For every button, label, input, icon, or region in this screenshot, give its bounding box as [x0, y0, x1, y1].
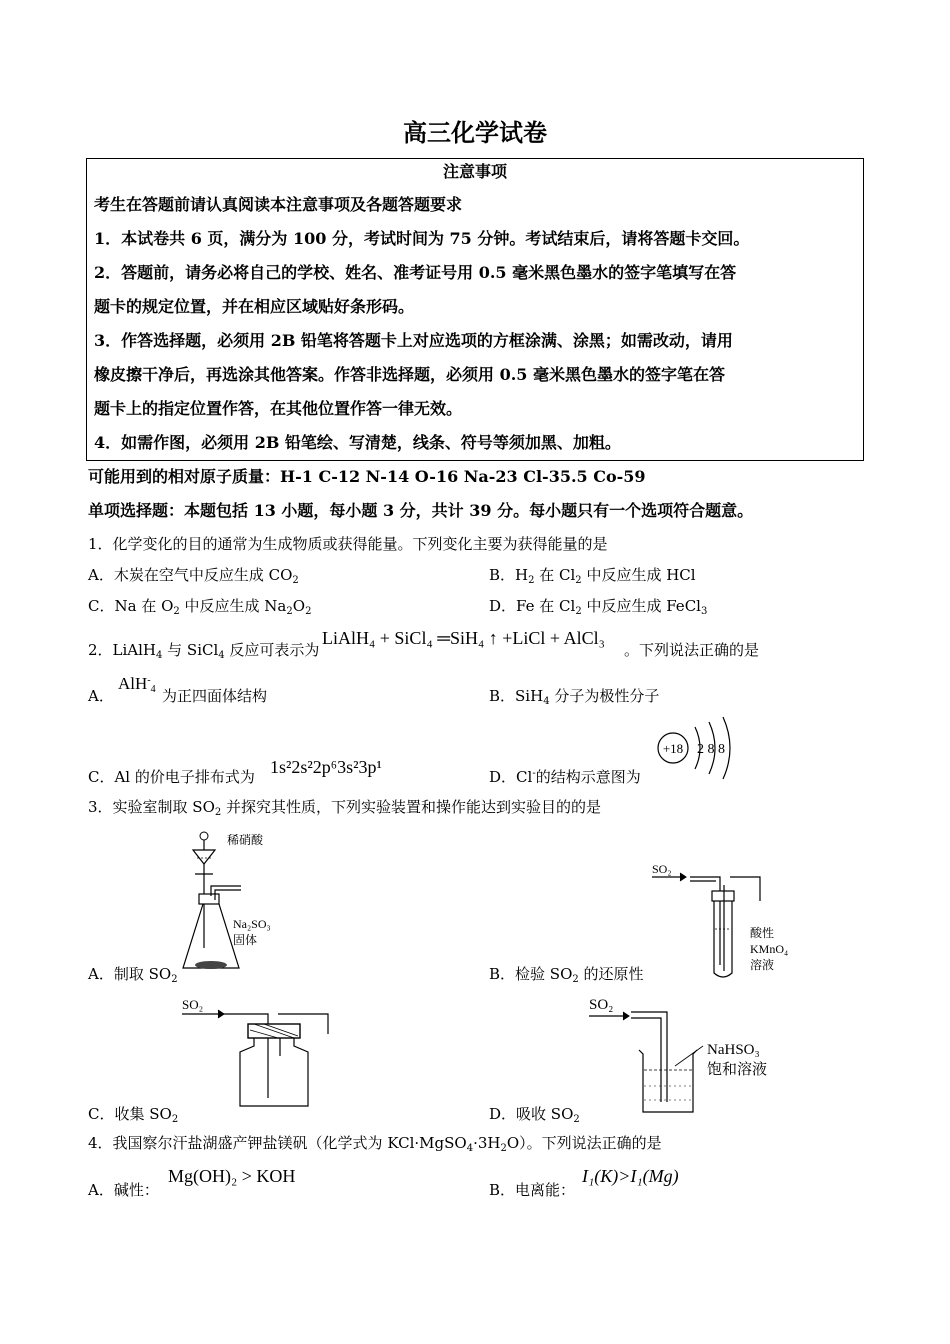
svg-text:KMnO₄: KMnO₄: [750, 942, 789, 956]
apparatus-a-flask: [175, 828, 295, 978]
notice-item-4: 4．如需作图，必须用 2B 铅笔绘、写清楚，线条、符号等须加黑、加粗。: [94, 433, 621, 452]
q3-option-b: B．检验 $SO_2$ 的还原性: [489, 965, 644, 985]
q1-stem: 1．化学变化的目的通常为生成物质或获得能量。下列变化主要为获得能量的是: [88, 535, 608, 553]
q2-option-a-formula: AlH-$_4$: [118, 674, 156, 695]
svg-text:酸性: 酸性: [750, 926, 775, 940]
notice-item-3-cont: 橡皮擦干净后，再选涂其他答案。作答非选择题，必须用 0.5 毫米黑色墨水的签字笔在答: [94, 365, 725, 384]
svg-text:稀硝酸: 稀硝酸: [227, 833, 264, 847]
q3-option-c: C．收集 $SO_2$: [88, 1105, 179, 1125]
q2-option-b: B．SiH$_4$ 分子为极性分子: [489, 687, 660, 707]
q2-option-c: C．Al 的价电子排布式为: [88, 768, 255, 786]
q2-stem-end: 。下列说法正确的是: [624, 641, 760, 659]
svg-text:+18: +18: [662, 741, 684, 756]
q1-option-b: B．$H_2$ 在 $Cl_2$ 中反应生成 HCl: [489, 566, 696, 586]
apparatus-d-beaker: [585, 994, 800, 1118]
apparatus-c-gas-bottle: [178, 994, 338, 1112]
notice-item-3-cont2: 题卡上的指定位置作答，在其他位置作答一律无效。: [94, 399, 463, 418]
notice-intro: 考生在答题前请认真阅读本注意事项及各题答题要求: [94, 195, 463, 214]
q3-stem: 3．实验室制取 $SO_2$ 并探究其性质，下列实验装置和操作能达到实验目的的是: [88, 798, 602, 818]
svg-text:NaHSO₃: NaHSO₃: [707, 1042, 760, 1058]
notice-heading: 注意事项: [442, 162, 507, 181]
section-heading: 单项选择题：本题包括 13 小题，每小题 3 分，共计 39 分。每小题只有一个选项符合题意。: [88, 501, 754, 520]
q2-equation: LiAlH₄ + SiCl₄ ═SiH₄ ↑ +LiCl + AlCl₃: [322, 628, 605, 648]
svg-text:固体: 固体: [233, 933, 258, 947]
cl-ion-structure-diagram: [655, 712, 745, 782]
svg-text:SO₂: SO₂: [589, 997, 614, 1013]
q2-option-d: D．Cl-的结构示意图为: [489, 768, 641, 786]
q4-stem: 4．我国察尔汗盐湖盛产钾盐镁矾（化学式为 $KCl\cdot MgSO_4\cdot 3H_2O$）。下列说法正确的是: [88, 1134, 662, 1154]
svg-text:SO₂: SO₂: [652, 862, 672, 876]
q4-option-b-formula: I₁(K)>I₁(Mg): [582, 1166, 679, 1186]
notice-item-3: 3．作答选择题，必须用 2B 铅笔将答题卡上对应选项的方框涂满、涂黑；如需改动，请用: [94, 331, 733, 350]
notice-item-2-cont: 题卡的规定位置，并在相应区域贴好条形码。: [94, 297, 415, 316]
q2-stem: 2．LiAlH$_4$ 与 SiCl$_4$ 反应可表示为: [88, 641, 320, 661]
q2-option-a-text: 为正四面体结构: [162, 687, 268, 705]
svg-text:饱和溶液: 饱和溶液: [707, 1062, 768, 1078]
q1-option-c: C．Na 在 $O_2$ 中反应生成 $Na_2O_2$: [88, 597, 312, 617]
page-title: 高三化学试卷: [403, 118, 547, 147]
q3-option-d: D．吸收 $SO_2$: [489, 1105, 580, 1125]
notice-item-2: 2．答题前，请务必将自己的学校、姓名、准考证号用 0.5 毫米黑色墨水的签字笔填写在答: [94, 263, 737, 282]
q3-option-a: A．制取 $SO_2$: [88, 965, 178, 985]
svg-text:SO₂: SO₂: [182, 997, 204, 1012]
notice-item-1: 1．本试卷共 6 页，满分为 100 分，考试时间为 75 分钟。考试结束后，请将答题卡交回。: [94, 229, 750, 248]
atomic-masses: 可能用到的相对原子质量：H-1 C-12 N-14 O-16 Na-23 Cl-35.5 Co-59: [88, 467, 646, 486]
q2-option-c-config: 1s²2s²2p⁶3s²3p¹: [270, 757, 382, 777]
q2-option-a-label: A．: [88, 687, 114, 705]
q1-option-d: D．Fe 在 $Cl_2$ 中反应生成 FeCl$_3$: [489, 597, 708, 617]
svg-text:溶液: 溶液: [750, 958, 775, 972]
svg-text:2 8 8: 2 8 8: [697, 742, 725, 757]
q4-option-b-label: B．电离能：: [489, 1181, 576, 1199]
q4-option-a-label: A．碱性：: [88, 1181, 159, 1199]
apparatus-b-test-tube: [650, 855, 810, 985]
svg-text:Na₂SO₃: Na₂SO₃: [233, 917, 271, 931]
q1-option-a: A．木炭在空气中反应生成 $CO_2$: [88, 566, 299, 586]
q4-option-a-formula: Mg(OH)₂ > KOH: [168, 1166, 296, 1186]
